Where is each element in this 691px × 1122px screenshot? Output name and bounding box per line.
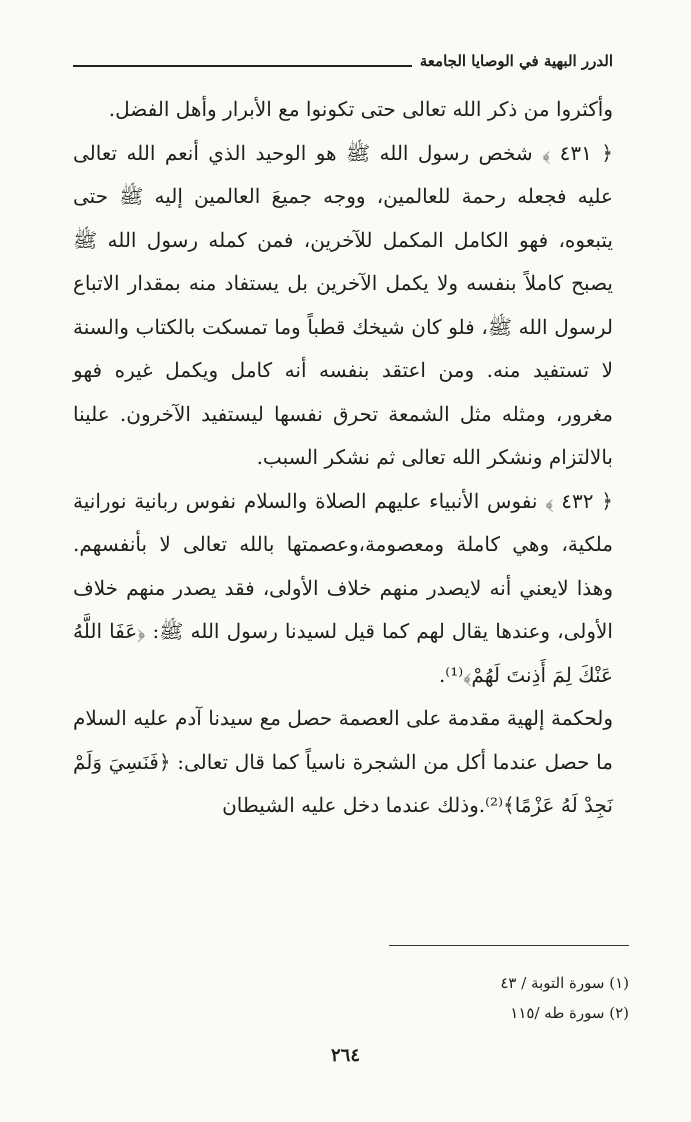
paragraph-1: وأكثروا من ذكر الله تعالى حتى تكونوا مع الأبرار وأهل الفضل. [108,97,613,121]
main-text [73,88,613,828]
header-rule [73,65,412,67]
page-number: ٢٦٤ [330,1045,360,1066]
footnotes [89,968,629,1028]
book-title: الدرر البهية في الوصايا الجامعة [419,52,613,70]
footnote-1: (١) سورة التوبة / ٤٣ [500,974,629,992]
footnote-separator [389,945,629,946]
paragraph-431: ﴿ ٤٣١ ﴾ شخص رسول الله ﷺ هو الوحيد الذي أنعم الله تعالى عليه فجعله رحمة للعالمين، ووجه جميعَ العالمين إليه ﷺ حتى يتبعوه، فهو الكامل المكمل للآخرين، فمن كمله رسول الله ﷺ يصبح كاملاً بنفسه ولا يكمل الآخرين بل يستفاد منه بمقدار الاتباع لرسول الله ﷺ، فلو كان شيخك قطباً وما تمسكت بالكتاب والسنة لا تستفيد منه. ومن اعتقد بنفسه أنه كامل ويكمل غيره فهو مغرور، ومثله مثل الشمعة تحرق نفسها ليستفيد الآخرون. علينا بالالتزام ونشكر الله تعالى ثم نشكر السبب. [73,140,614,469]
paragraph-4: ولحكمة إلهية مقدمة على العصمة حصل مع سيدنا آدم عليه السلام ما حصل عندما أكل من الشجرة ناسياً كما قال تعالى: ﴿فَنَسِيَ وَلَمْ نَجِدْ لَهُ عَزْمًا﴾⁽²⁾.وذلك عندما دخل عليه الشيطان [73,706,613,817]
paragraph-432: ﴿ ٤٣٢ ﴾ نفوس الأنبياء عليهم الصلاة والسلام نفوس ربانية نورانية ملكية، وهي كاملة ومعصومة،وعصمتها بالله تعالى لا بأنفسهم. وهذا لايعني أنه لايصدر منهم خلاف الأولى، فقد يصدر منهم خلاف الأولى، وعندها يقال لهم كما قيل لسيدنا رسول الله ﷺ: ﴿عَفَا اللَّهُ عَنْكَ لِمَ أَذِنتَ لَهُمْ﴾⁽¹⁾. [73,488,613,687]
running-header [73,52,613,70]
footnote-2: (٢) سورة طه /١١٥ [510,1004,629,1022]
